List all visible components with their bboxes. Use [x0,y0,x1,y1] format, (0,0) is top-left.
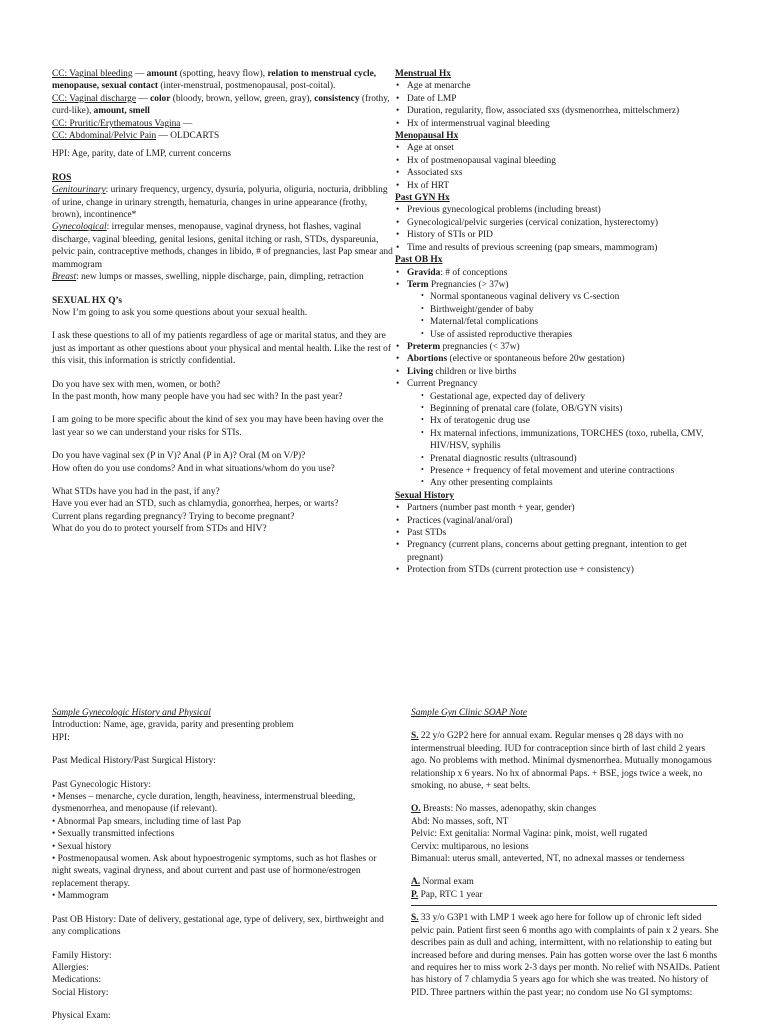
list-item: • Presence + frequency of fetal movement and uterine contractions [421,465,725,477]
list-item: • Previous gynecological problems (including breast) [395,204,725,216]
list-item: • Gravida: # of conceptions [395,267,725,279]
list-item: • Hx of teratogenic drug use [421,415,725,427]
cc-vaginal-discharge: CC: Vaginal discharge — color (bloody, brown, yellow, green, gray), consistency (frothy, curd-like), amount, smell [52,93,390,117]
sample-hp-hpi: HPI: [52,732,70,743]
list-item: • Beginning of prenatal care (folate, OB/GYN visits) [421,403,725,415]
sexual-hx-question: Do you have vaginal sex (P in V)? Anal (P in A)? Oral (M on V/P)? [52,451,306,462]
sexual-hx-heading: SEXUAL HX Q’s [52,295,122,306]
sample-hp-exam: Physical Exam: [52,1011,111,1022]
list-item: • Any other presenting complaints [421,477,725,489]
sample-hp-allergies: Allergies: [52,962,89,973]
list-item: • Past STDs [395,527,725,539]
history-checklist-column [395,68,725,577]
list-item: • Maternal/fetal complications [421,316,725,328]
sample-hp-title: Sample Gynecologic History and Physical [52,708,211,718]
sample-hp-pgh-item: • Postmenopausal women. Ask about hypoestrogenic symptoms, such as hot flashes or night sweats, vaginal dryness, and about current and past use of hormone/estrogen replacement therapy. [52,854,377,889]
soap-objective-line: Pelvic: Ext genitalia: Normal Vagina: pink, moist, well rugated [411,829,648,840]
soap-subjective: S. 22 y/o G2P2 here for annual exam. Regular menses q 28 days with no intermenstrual bleeding. IUD for contraception since birth of last child 2 years ago. No problems with method. Minimal dysmenorrhea. Mutually monogamous relationship x 6 years. No hx of abnormal Paps. + BSE, jogs twice a week, no smoking, no abuse, + seat belts. [411,731,712,792]
ros-gynecological: Gynecological: irregular menses, menopause, vaginal dryness, hot flashes, vaginal discharge, vaginal bleeding, genital lesions, genital itching or rash, STDs, dyspareunia, pelvic pain, contraceptive methods, changes in libido, # of pregnancies, last Pap smear and mammogram [52,222,393,270]
sample-hp-pgh-item: • Sexual history [52,841,112,852]
list-item: • Prenatal diagnostic results (ultrasound) [421,453,725,465]
list-item: • Age at onset [395,142,725,154]
list-item: • Birthweight/gender of baby [421,304,725,316]
list-item: • Pregnancy (current plans, concerns about getting pregnant, intention to get pregnant) [395,539,725,564]
sexual-history-list [395,502,725,576]
hpi-line: HPI: Age, parity, date of LMP, current concerns [52,149,232,160]
list-item: • Practices (vaginal/anal/oral) [395,515,725,527]
sample-hp-pob: Past OB History: Date of delivery, gestational age, type of delivery, sex, birthweight and any complications [52,914,384,938]
sexual-hx-question: What STDs have you had in the past, if any? [52,486,220,497]
menopausal-hx-heading: Menopausal Hx [395,131,459,142]
list-item: • Normal spontaneous vaginal delivery vs C-section [421,291,725,303]
sample-hp-family: Family History: [52,950,112,961]
cc-label: CC: Pruritic/Erythematous Vagina [52,118,181,129]
list-item: • Date of LMP [395,93,725,105]
list-item: • Protection from STDs (current protection use + consistency) [395,564,725,576]
list-item: • Age at menarche [395,80,725,92]
sexual-hx-question: Have you ever had an STD, such as chlamydia, gonorrhea, herpes, or warts? [52,499,339,510]
sexual-hx-question: Do you have sex with men, women, or both? [52,379,221,390]
sexual-history-heading: Sexual History [395,490,455,501]
cc-pruritic-vagina: CC: Pruritic/Erythematous Vagina — [52,118,193,129]
cc-label: CC: Vaginal bleeding [52,69,133,79]
ros-breast: Breast: new lumps or masses, swelling, nipple discharge, pain, dimpling, retraction [52,272,364,283]
past-gyn-hx-heading: Past GYN Hx [395,193,450,204]
cc-label: CC: Vaginal discharge [52,93,137,104]
sexual-hx-intro: Now I’m going to ask you some questions about your sexual health. [52,307,308,318]
menstrual-hx-list [395,80,725,130]
sexual-hx-risk-note: I am going to be more specific about the kind of sex you may have been having over the last year so we can understand your risks for STIs. [52,415,384,438]
list-item: • Partners (number past month + year, gender) [395,502,725,514]
current-pregnancy-sublist [421,391,725,490]
list-item: • Hx maternal infections, immunizations, TORCHES (toxo, rubella, CMV, HIV/HSV, syphilis [421,428,725,453]
list-item: • Use of assisted reproductive therapies [421,329,725,341]
cc-label: CC: Abdominal/Pelvic Pain [52,131,157,142]
soap-plan: P. Pap, RTC 1 year [411,889,483,900]
menopausal-hx-list [395,142,725,192]
list-item: • Hx of HRT [395,180,725,192]
divider [411,905,717,906]
sample-hp-medications: Medications: [52,975,101,986]
sample-hp-pgh-title: Past Gynecologic History: [52,779,151,790]
list-item: • Gestational age, expected day of delivery [421,391,725,403]
soap-assessment: A. Normal exam [411,877,474,888]
list-item: • Associated sxs [395,167,725,179]
soap-objective-line: Bimanual: uterus small, anteverted, NT, no adnexal masses or tenderness [411,854,685,865]
list-item: • Time and results of previous screening (pap smears, mammogram) [395,242,725,254]
soap-objective: O. Breasts: No masses, adenopathy, skin changes [411,804,597,815]
sexual-hx-question: What do you do to protect yourself from STDs and HIV? [52,524,267,535]
cc-pelvic-pain: CC: Abdominal/Pelvic Pain — OLDCARTS [52,131,220,142]
past-gyn-hx-list [395,204,725,254]
sexual-hx-question: In the past month, how many people have you had sec with? In the past year? [52,391,343,402]
soap-subjective-2: S. 33 y/o G3P1 with LMP 1 week ago here for follow up of chronic left sided pelvic pain. Patient first seen 6 months ago with complaints of pain x 2 years. She describes pain as dull and aching, intermittent, with no relationship to eating but increased before and during menses. Pain has gotten worse over the last 6 months and requires her to miss work 2-3 days per month. No relief with NSAIDs. Patient has history of 7 chlamydia 5 years ago for which she was treated. No history of PID. Three partners within the past year; no condom use No GI symptoms: [411,913,720,998]
ros-genitourinary: Genitourinary: urinary frequency, urgency, dysuria, polyuria, oliguria, nocturia, dribbling of urine, change in urinary strength, hematuria, changes in urine appearance (frothy, brown), incontinence* [52,185,388,221]
list-item: • Term Pregnancies (> 37w) • Normal spontaneous vaginal delivery vs C-section • Birthweight/gender of baby • Maternal/fetal complications • Use of assisted reproductive therapies [395,279,725,341]
soap-note [411,707,723,999]
list-item: • Hx of postmenopausal vaginal bleeding [395,155,725,167]
sample-hp-pgh-item: • Abnormal Pap smears, including time of last Pap [52,816,241,827]
ros-heading: ROS [52,172,72,183]
term-sublist [421,291,725,341]
sexual-hx-question: Current plans regarding pregnancy? Trying to become pregnant? [52,511,295,522]
soap-objective-line: Abd: No masses, soft, NT [411,816,509,827]
list-item: • History of STIs or PID [395,229,725,241]
sample-hp-social: Social History: [52,987,109,998]
sample-history-physical [52,707,392,1023]
soap-title: Sample Gyn Clinic SOAP Note [411,708,527,718]
sample-hp-pmh: Past Medical History/Past Surgical History: [52,756,216,767]
list-item: • Living children or live births [395,366,725,378]
sample-hp-pgh-item: • Menses – menarche, cycle duration, length, heaviness, intermenstrual bleeding, dysmenorrhea, and menopause (if relevant). [52,792,356,815]
intake-column [52,68,397,536]
list-item: • Gynecological/pelvic surgeries (cervical conization, hysterectomy) [395,217,725,229]
sample-hp-pgh-item: • Mammogram [52,891,109,902]
list-item: • Preterm pregnancies (< 37w) [395,341,725,353]
menstrual-hx-heading: Menstrual Hx [395,69,451,79]
past-ob-hx-heading: Past OB Hx [395,255,443,266]
past-ob-hx-list [395,267,725,490]
sample-hp-intro: Introduction: Name, age, gravida, parity and presenting problem [52,720,294,731]
sexual-hx-question: How often do you use condoms? And in what situations/whom do you use? [52,463,335,474]
soap-objective-line: Cervix: multiparous, no lesions [411,841,529,852]
list-item: • Current Pregnancy • Gestational age, expected day of delivery • Beginning of prenatal care (folate, OB/GYN visits) • Hx of teratogenic drug use • Hx maternal infections, immunizations, TORCHES (toxo, rubella, CMV, HIV/HSV, syphilis • Prenatal diagnostic results (ultrasound) • Presence + frequency of fetal movement and uterine contractions • Any other presenting complaints [395,378,725,490]
sample-hp-pgh-item: • Sexually transmitted infections [52,829,175,840]
list-item: • Duration, regularity, flow, associated sxs (dysmenorrhea, mittelschmerz) [395,105,725,117]
list-item: • Hx of intermenstrual vaginal bleeding [395,118,725,130]
cc-vaginal-bleeding: CC: Vaginal bleeding — amount (spotting, heavy flow), relation to menstrual cycle, menopause, sexual contact (inter-menstrual, postmenopausal, post-coital). [52,69,377,92]
list-item: • Abortions (elective or spontaneous before 20w gestation) [395,353,725,365]
sexual-hx-confidentiality: I ask these questions to all of my patients regardless of age or marital status, and they are just as important as other questions about your physical and mental health. Like the rest of this visit, this information is strictly confidential. [52,331,391,367]
